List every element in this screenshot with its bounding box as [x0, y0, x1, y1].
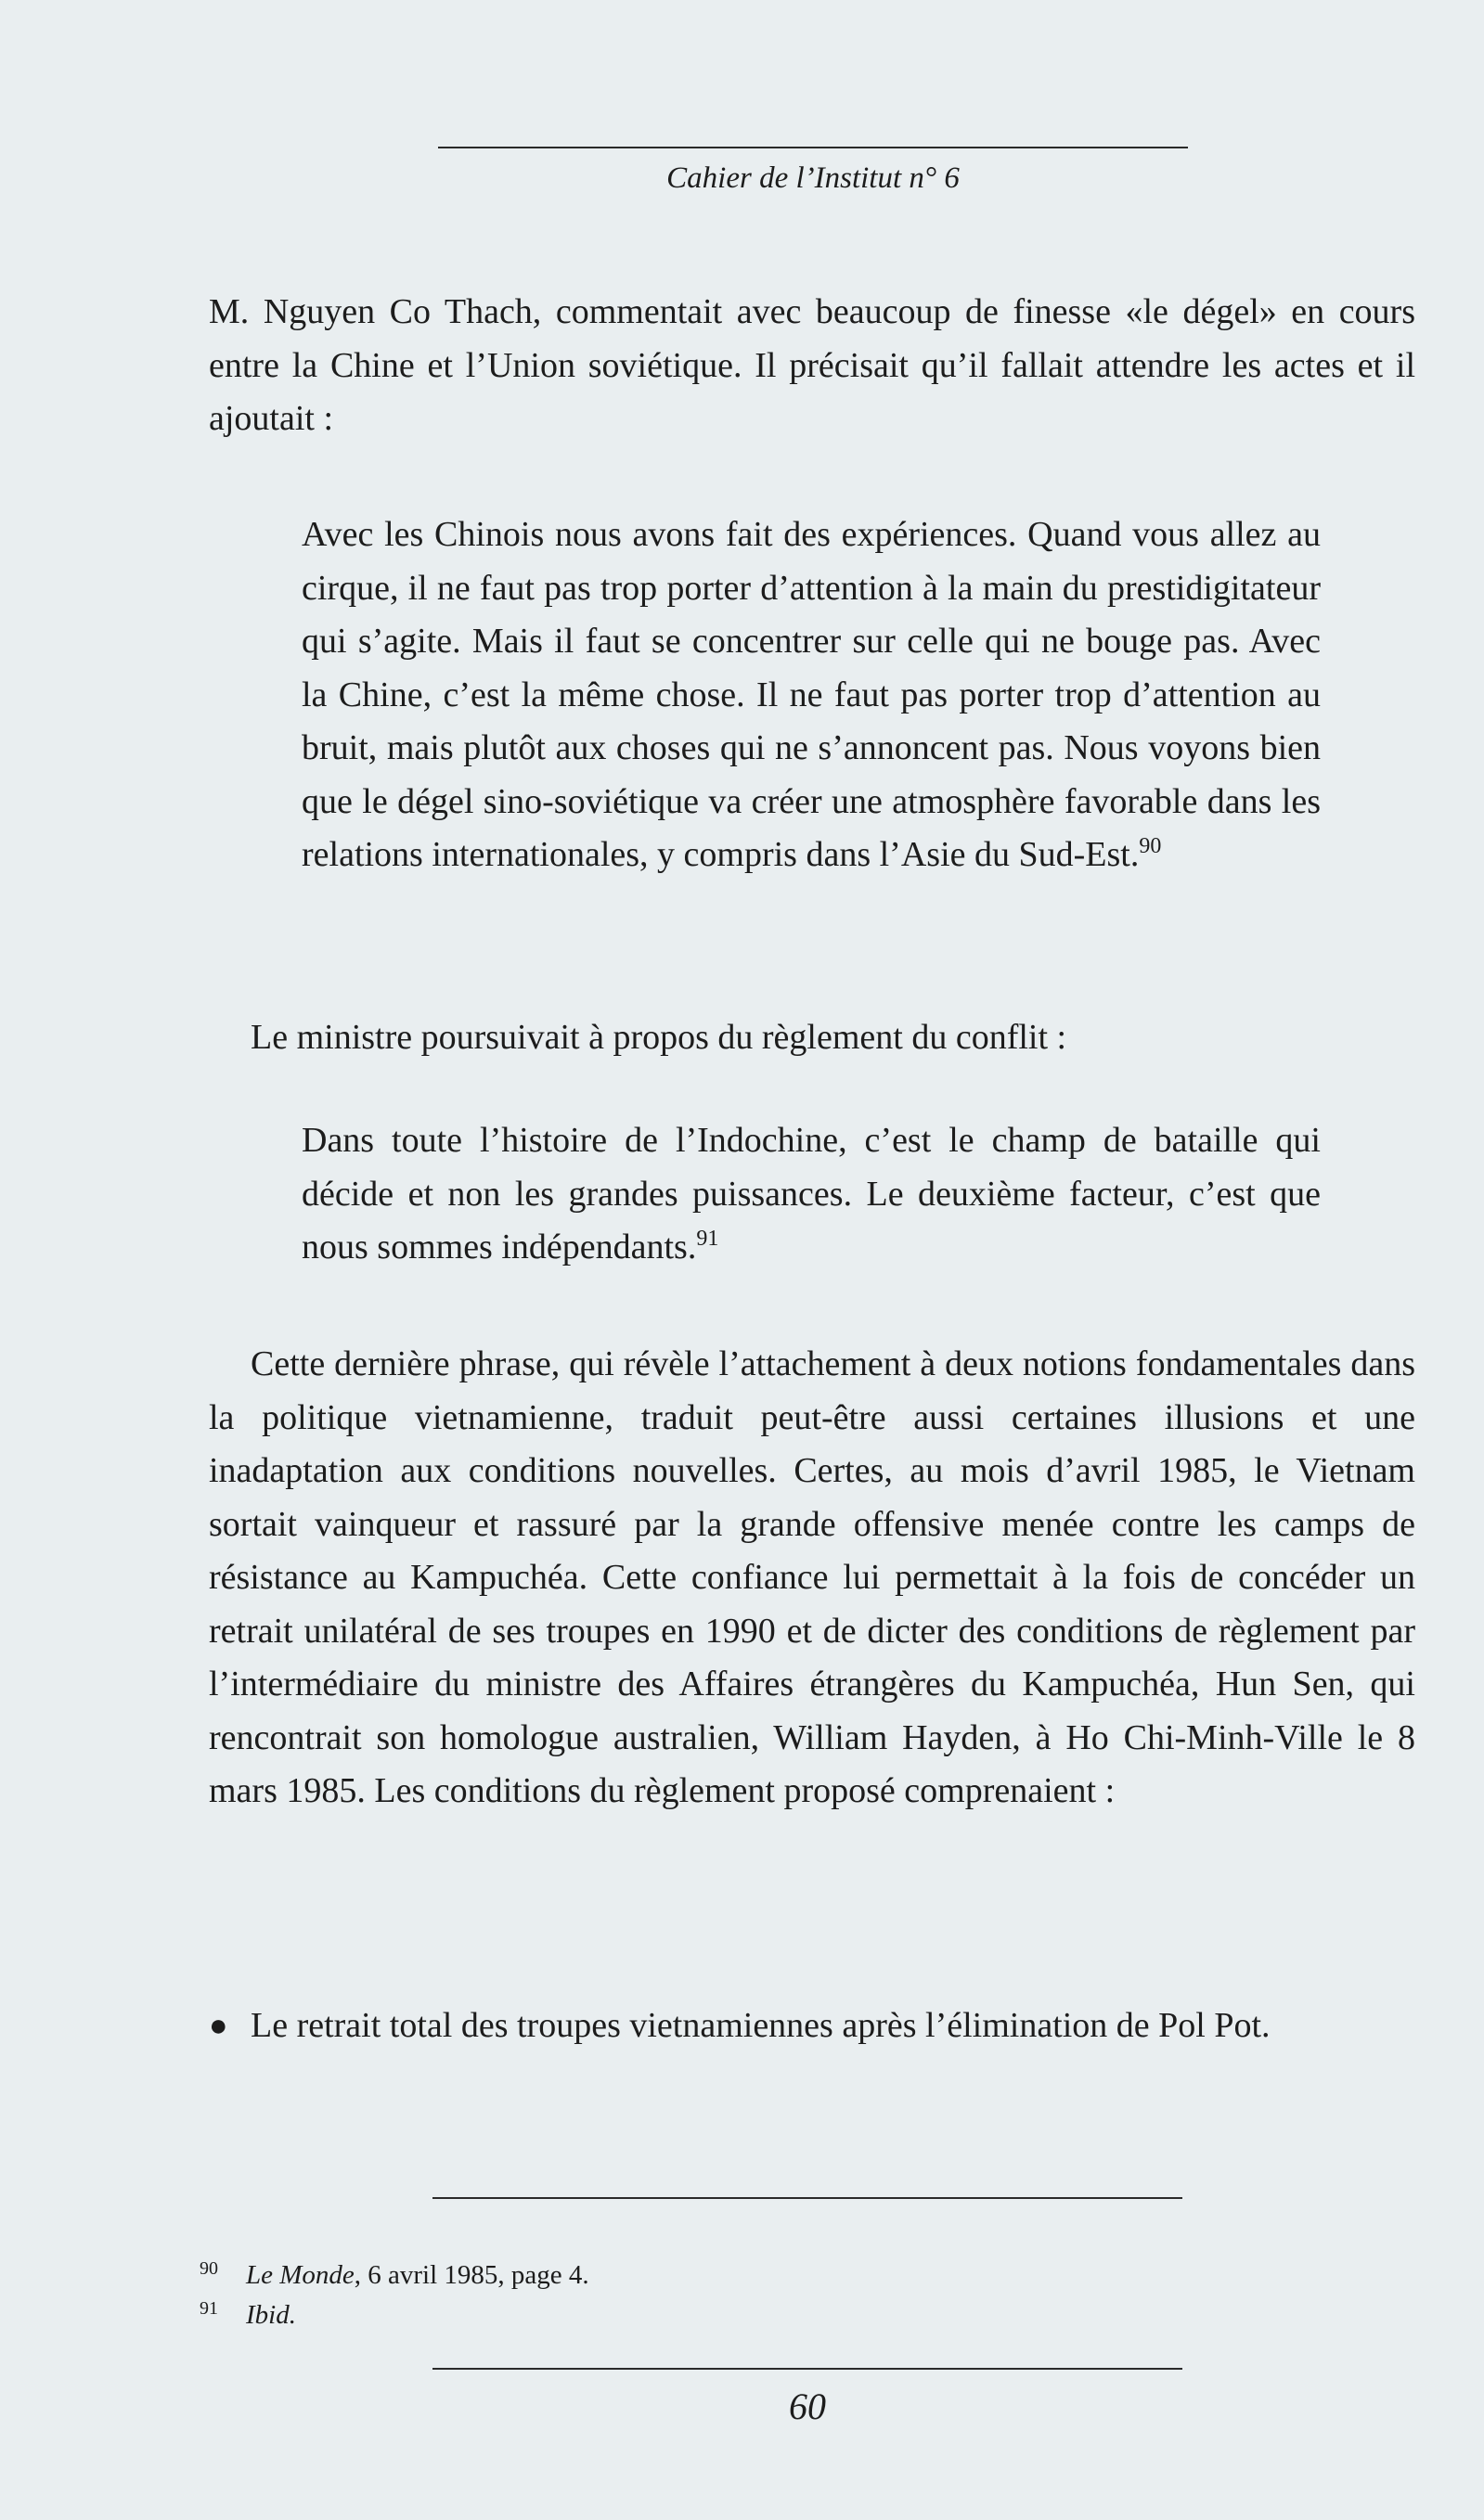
footnote-number: 90	[200, 2258, 218, 2279]
paragraph-intro: M. Nguyen Co Thach, commentait avec beaucoup de finesse «le dégel» en cours entre la Chine et l’Union soviétique. Il précisait qu’il fallait attendre les actes et il ajoutait :	[209, 292, 1415, 438]
footnote-91	[200, 2289, 296, 2335]
bullet-icon: ●	[209, 2009, 228, 2043]
footnote-source: Le Monde	[246, 2260, 355, 2290]
footnote-source: Ibid.	[246, 2300, 296, 2330]
footnote-number: 91	[200, 2298, 218, 2319]
paragraph-analysis: Cette dernière phrase, qui révèle l’attachement à deux notions fondamentales dans la politique vietnamienne, traduit peut-être aussi certaines illusions et une inadaptation aux conditions nouvelles. Certes, au mois d’avril 1985, le Vietnam sortait vainqueur et rassuré par la grande offensive menée contre les camps de résistance au Kampuchéa. Cette confiance lui permettait à la fois de concéder un retrait unilatéral de ses troupes en 1990 et de dicter des conditions de règlement par l’intermédiaire du ministre des Affaires étrangères du Kampuchéa, Hun Sen, qui rencontrait son homologue australien, William Hayden, à Ho Chi-Minh-Ville le 8 mars 1985. Les conditions du règlement proposé comprenaient :	[209, 1344, 1415, 1810]
header-rule	[438, 147, 1188, 148]
bottom-rule	[432, 2368, 1182, 2370]
page-number: 60	[789, 2385, 826, 2427]
footnote-ref-91: 91	[696, 1227, 719, 1251]
block-quote-1-text: Avec les Chinois nous avons fait des expériences. Quand vous allez au cirque, il ne faut pas trop porter d’attention à la main du prestidigitateur qui s’agite. Mais il faut se concentrer sur celle qui ne bouge pas. Avec la Chine, c’est la même chose. Il ne faut pas porter trop d’attention au bruit, mais plutôt aux choses qui ne s’annoncent pas. Nous voyons bien que le dégel sino-soviétique va créer une atmosphère favorable dans les relations internationales, y compris dans l’Asie du Sud-Est.	[302, 515, 1321, 874]
running-header: Cahier de l’Institut n° 6	[666, 161, 960, 195]
footnote-rule	[432, 2197, 1182, 2199]
footnote-ref-90: 90	[1139, 834, 1162, 858]
block-quote-1	[302, 508, 1321, 882]
block-quote-2	[302, 1114, 1321, 1275]
paragraph-minister: Le ministre poursuivait à propos du règlement du conflit :	[251, 1018, 1067, 1057]
bullet-text: Le retrait total des troupes vietnamiennes après l’élimination de Pol Pot.	[251, 2006, 1271, 2045]
block-quote-2-text: Dans toute l’histoire de l’Indochine, c’est le champ de bataille qui décide et non les grandes puissances. Le deuxième facteur, c’est que nous sommes indépendants.	[302, 1121, 1321, 1266]
bullet-item	[209, 1999, 1415, 2053]
footnote-detail: , 6 avril 1985, page 4.	[354, 2260, 589, 2290]
